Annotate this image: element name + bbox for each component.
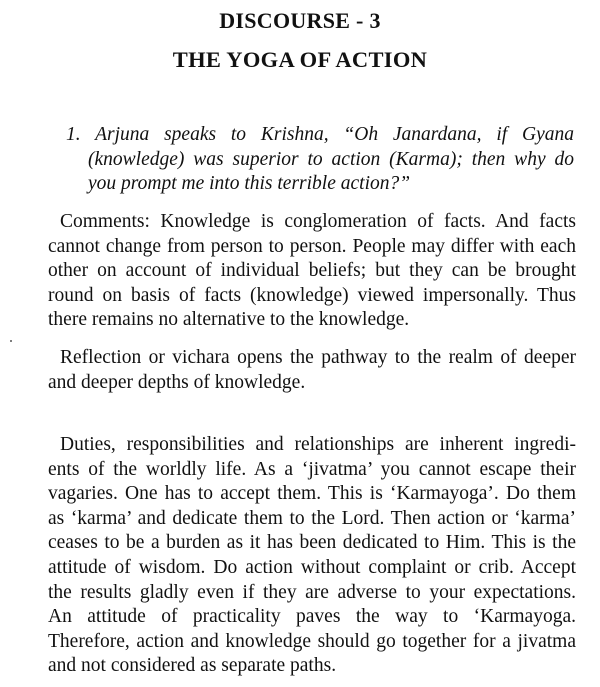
paragraph-line: and deeper depths of knowledge.	[48, 371, 306, 393]
comments-paragraph	[48, 210, 576, 333]
paragraph-line: cannot change from person to person. People may differ with each	[48, 235, 576, 257]
paragraph-line: Duties, responsibilities and relationships are inherent ingredi-	[60, 434, 576, 455]
paragraph-line: attitude of wisdom. Do action without complaint or crib. Accept	[48, 556, 576, 578]
paragraph-line: other on account of individual beliefs; but they can be brought	[48, 260, 576, 282]
paragraph-line: Reflection or vichara opens the pathway to the realm of deeper	[60, 347, 576, 368]
paragraph-line: An attitude of practicality paves the way to ‘Karmayoga.	[48, 606, 576, 628]
paragraph-line: as ‘karma’ and dedicate them to the Lord. Then action or ‘karma’	[48, 507, 576, 529]
stray-dot	[10, 340, 12, 342]
paragraph-line: there remains no alternative to the knowledge.	[48, 309, 410, 331]
verse-block	[66, 123, 574, 197]
verse-line: 1. Arjuna speaks to Krishna, “Oh Janardana, if Gyana	[66, 124, 574, 145]
paragraph-line: Therefore, action and knowledge should go together for a jivatma	[48, 630, 576, 652]
paragraph-line: round on basis of facts (knowledge) viewed impersonally. Thus	[48, 284, 576, 306]
paragraph-line: the results gladly even if they are adverse to your expectations.	[48, 581, 576, 603]
paragraph-line: ents of the worldly life. As a ‘jivatma’ you cannot escape their	[48, 458, 576, 480]
duties-paragraph	[48, 433, 576, 679]
paragraph-line: and not considered as separate paths.	[48, 655, 337, 677]
paragraph-line: Comments: Knowledge is conglomeration of facts. And facts	[60, 211, 576, 232]
chapter-title: THE YOGA OF ACTION	[172, 47, 428, 72]
reflection-paragraph	[48, 346, 576, 395]
discourse-heading: DISCOURSE - 3	[219, 8, 381, 33]
paragraph-line: vagaries. One has to accept them. This is ‘Karmayoga’. Do them	[48, 483, 576, 505]
verse-line: you prompt me into this terrible action?”	[88, 173, 411, 194]
verse-line: (knowledge) was superior to action (Karma); then why do	[88, 148, 574, 170]
paragraph-line: ceases to be a burden as it has been dedicated to Him. This is the	[48, 532, 576, 554]
